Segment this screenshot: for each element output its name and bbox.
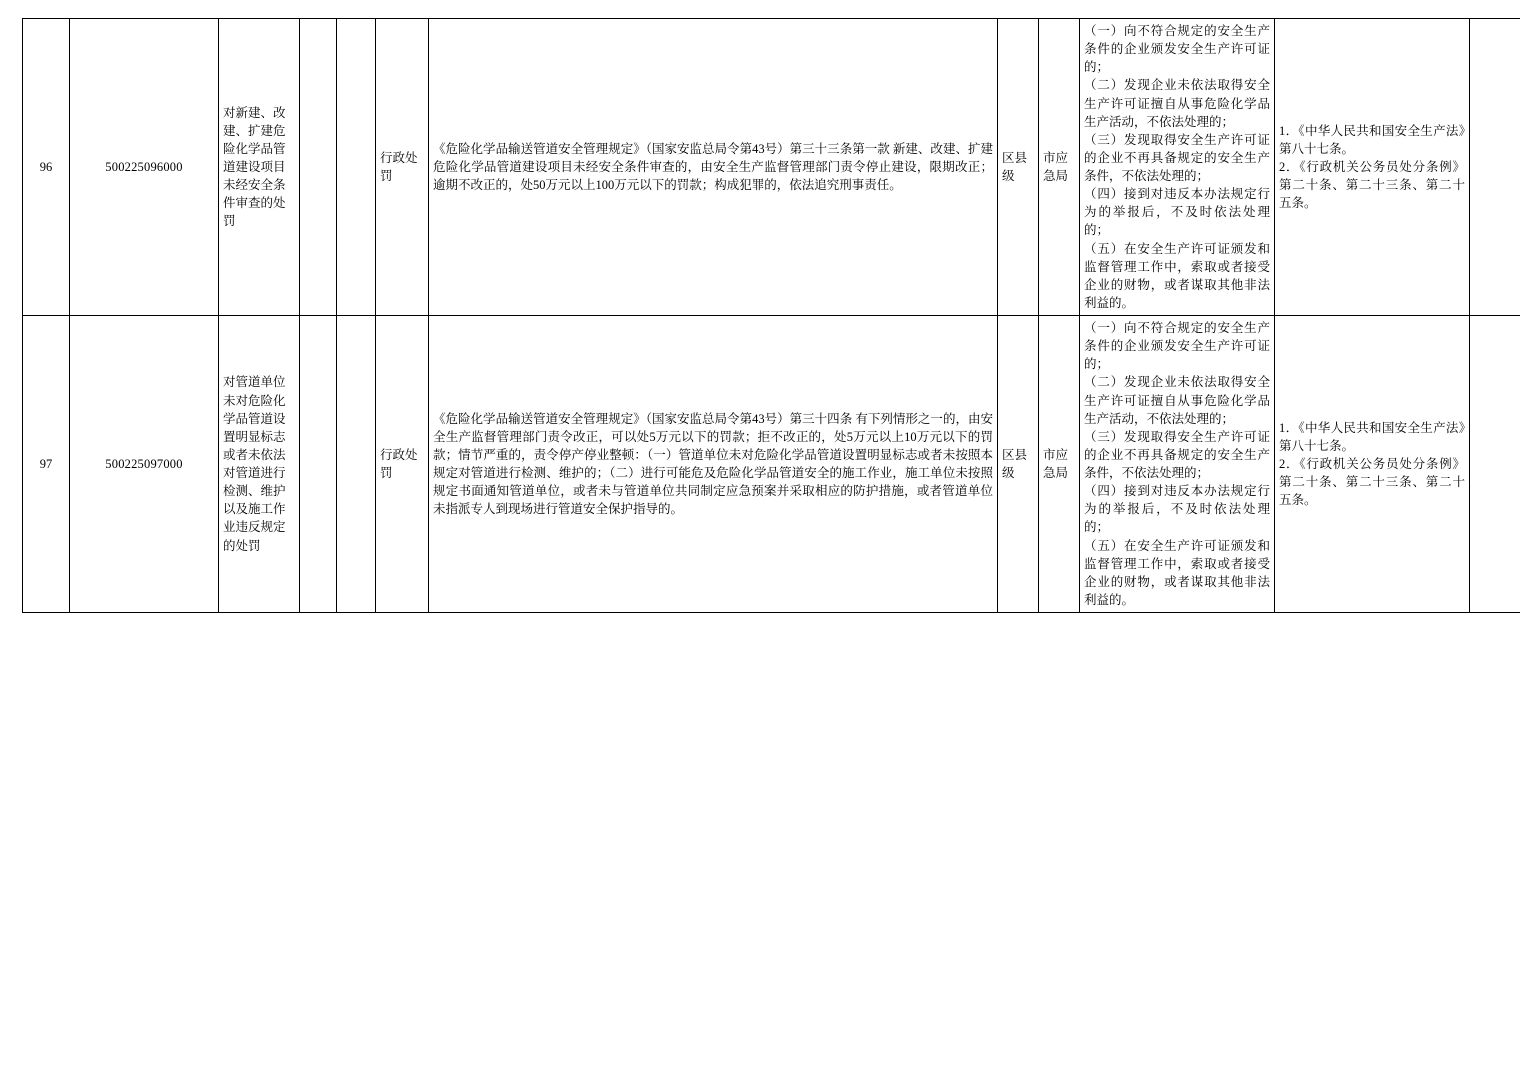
row-number: 96 (23, 19, 70, 316)
table-row (23, 19, 1520, 316)
blank-column-3 (1470, 19, 1520, 316)
blank-column-2 (337, 19, 376, 316)
item-code: 500225097000 (70, 316, 219, 613)
item-category: 行政处罚 (376, 19, 429, 316)
item-code: 500225096000 (70, 19, 219, 316)
item-name: 对新建、改建、扩建危险化学品管道建设项目未经安全条件审查的处罚 (219, 19, 300, 316)
responsible-organ: 市应急局 (1039, 19, 1080, 316)
legal-basis: 《危险化学品输送管道安全管理规定》（国家安监总局令第43号）第三十四条 有下列情形之一的，由安全生产监督管理部门责令改正，可以处5万元以下的罚款；拒不改正的，处5万元以上10万元以下的罚款；情节严重的，责令停产停业整顿：（一）管道单位未对危险化学品管道设置明显标志或者未按照本规定对管道进行检测、维护的；（二）进行可能危及危险化学品管道安全的施工作业，施工单位未按照规定书面通知管道单位，或者未与管道单位共同制定应急预案并采取相应的防护措施，或者管道单位未指派专人到现场进行管道安全保护指导的。 (429, 316, 998, 613)
responsible-organ: 市应急局 (1039, 316, 1080, 613)
item-name: 对管道单位未对危险化学品管道设置明显标志或者未依法对管道进行检测、维护以及施工作业违反规定的处罚 (219, 316, 300, 613)
blank-column-3 (1470, 316, 1520, 613)
blank-column-1 (300, 316, 337, 613)
implementation-level: 区县级 (998, 316, 1039, 613)
legal-basis: 《危险化学品输送管道安全管理规定》（国家安监总局令第43号）第三十三条第一款 新建、改建、扩建危险化学品管道建设项目未经安全条件审查的，由安全生产监督管理部门责令停止建设，限期改正；逾期不改正的，处50万元以上100万元以下的罚款；构成犯罪的，依法追究刑事责任。 (429, 19, 998, 316)
row-number: 97 (23, 316, 70, 613)
accountability-basis: 1．《中华人民共和国安全生产法》第八十七条。 2．《行政机关公务员处分条例》第二十条、第二十三条、第二十五条。 (1275, 316, 1470, 613)
table-row (23, 316, 1520, 613)
administrative-penalty-table (22, 18, 1520, 613)
item-category: 行政处罚 (376, 316, 429, 613)
implementation-level: 区县级 (998, 19, 1039, 316)
responsibility-items: （一）向不符合规定的安全生产条件的企业颁发安全生产许可证的； （二）发现企业未依法取得安全生产许可证擅自从事危险化学品生产活动，不依法处理的； （三）发现取得安全生产许可证的企业不再具备规定的安全生产条件，不依法处理的； （四）接到对违反本办法规定行为的举报后，不及时依法处理的； （五）在安全生产许可证颁发和监督管理工作中，索取或者接受企业的财物，或者谋取其他非法利益的。 (1080, 19, 1275, 316)
blank-column-1 (300, 19, 337, 316)
accountability-basis: 1．《中华人民共和国安全生产法》第八十七条。 2．《行政机关公务员处分条例》第二十条、第二十三条、第二十五条。 (1275, 19, 1470, 316)
blank-column-2 (337, 316, 376, 613)
responsibility-items: （一）向不符合规定的安全生产条件的企业颁发安全生产许可证的； （二）发现企业未依法取得安全生产许可证擅自从事危险化学品生产活动，不依法处理的； （三）发现取得安全生产许可证的企业不再具备规定的安全生产条件，不依法处理的； （四）接到对违反本办法规定行为的举报后，不及时依法处理的； （五）在安全生产许可证颁发和监督管理工作中，索取或者接受企业的财物，或者谋取其他非法利益的。 (1080, 316, 1275, 613)
